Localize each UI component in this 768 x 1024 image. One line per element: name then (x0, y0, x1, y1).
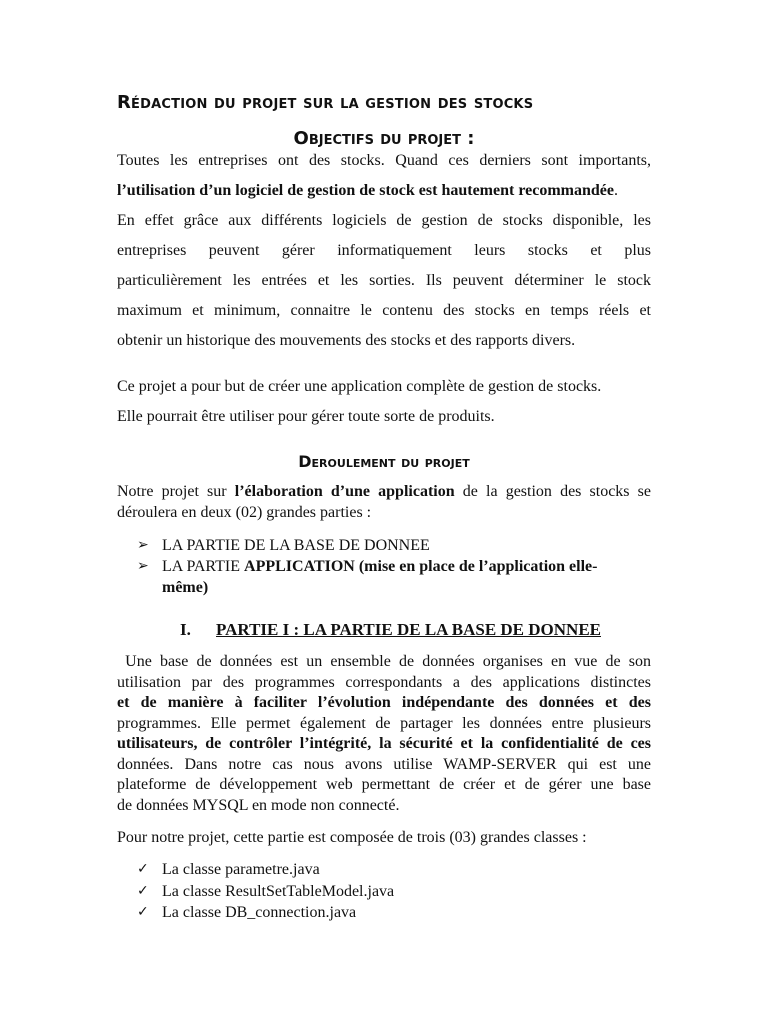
database-bold-line-3: et de manière à faciliter l’évolution indépendante des données et des (117, 694, 651, 711)
intro-line-5: particulièrement les entrées et les sorties. Ils peuvent déterminer le stock (117, 272, 651, 289)
deroulement-line-2: déroulera en deux (02) grandes parties : (117, 503, 372, 521)
part-item-label-start: LA PARTIE (162, 558, 245, 575)
arrow-bullet-icon: ➢ (137, 558, 149, 574)
intro-line-4: entreprises peuvent gérer informatiquement leurs stocks et plus (117, 242, 651, 259)
document-title: Rédaction du projet sur la gestion des stocks (117, 92, 534, 113)
part-item-label-bold: APPLICATION (mise en place de l’application elle- (244, 558, 598, 575)
database-line-8: de données MYSQL en mode non connecté. (117, 796, 400, 814)
database-bold-line-5: utilisateurs, de contrôler l’intégrité, la sécurité et la confidentialité de ces (117, 735, 651, 752)
classes-intro-line: Pour notre projet, cette partie est composée de trois (03) grandes classes : (117, 829, 587, 846)
classes-list (137, 859, 657, 924)
checkmark-bullet-icon: ✓ (137, 861, 149, 877)
list-item (137, 881, 657, 903)
deroulement-text-start: Notre projet sur (117, 483, 235, 500)
intro-line-1: Toutes les entreprises ont des stocks. Quand ces derniers sont importants, (117, 152, 651, 169)
classes-intro (117, 828, 651, 849)
part-one-number: I. (180, 620, 191, 639)
database-line-3 (117, 693, 651, 714)
part-one-title: PARTIE I : LA PARTIE DE LA BASE DE DONNEE (216, 620, 601, 639)
database-line-4: programmes. Elle permet également de partager les données entre plusieurs (117, 714, 651, 732)
intro-line-2-end: . (614, 182, 619, 199)
arrow-bullet-icon: ➢ (137, 537, 149, 553)
intro-paragraph (117, 146, 651, 356)
deroulement-text-end: de la gestion des stocks se (454, 483, 652, 500)
database-line-5 (117, 734, 651, 755)
goal-paragraph (117, 372, 651, 432)
parts-list (137, 535, 657, 598)
list-item (137, 902, 657, 924)
intro-line-7: obtenir un historique des mouvements des stocks et des rapports divers. (117, 332, 576, 349)
checkmark-bullet-icon: ✓ (137, 882, 149, 899)
goal-line-1: Ce projet a pour but de créer une application complète de gestion de stocks. (117, 378, 602, 395)
class-item-label: La classe parametre.java (162, 861, 320, 878)
database-line-2: utilisation par des programmes correspondants a des applications distinctes (117, 673, 651, 691)
intro-line-2 (117, 176, 651, 206)
part-item-label: LA PARTIE DE LA BASE DE DONNEE (162, 537, 430, 554)
part-item-label-cont: même) (162, 579, 209, 596)
database-line-7: plateforme de développement web permettant de créer et de gérer une base (117, 776, 651, 793)
list-item (137, 556, 657, 598)
database-line-1: Une base de données est un ensemble de données organises en vue de son (117, 653, 651, 670)
intro-bold-phrase: l’utilisation d’un logiciel de gestion de stock est hautement recommandée (117, 182, 615, 199)
part-one-heading (180, 620, 601, 640)
class-item-label: La classe ResultSetTableModel.java (162, 882, 395, 900)
database-line-6: données. Dans notre cas nous avons utilise WAMP-SERVER qui est une (117, 755, 651, 773)
deroulement-heading: Deroulement du projet (298, 452, 470, 471)
list-item (137, 535, 657, 556)
intro-line-3: En effet grâce aux différents logiciels de gestion de stocks disponible, les (117, 212, 651, 229)
class-item-label: La classe DB_connection.java (162, 904, 357, 921)
deroulement-bold-phrase: l’élaboration d’une application (234, 483, 455, 500)
intro-line-6: maximum et minimum, connaitre le contenu des stocks en temps réels et (117, 302, 651, 319)
database-paragraph (117, 652, 651, 816)
checkmark-bullet-icon: ✓ (137, 904, 149, 920)
deroulement-line-1 (117, 482, 651, 503)
objectives-heading: Objectifs du projet : (293, 128, 475, 149)
deroulement-paragraph (117, 482, 651, 523)
goal-line-2: Elle pourrait être utiliser pour gérer toute sorte de produits. (117, 408, 495, 425)
list-item (137, 859, 657, 881)
